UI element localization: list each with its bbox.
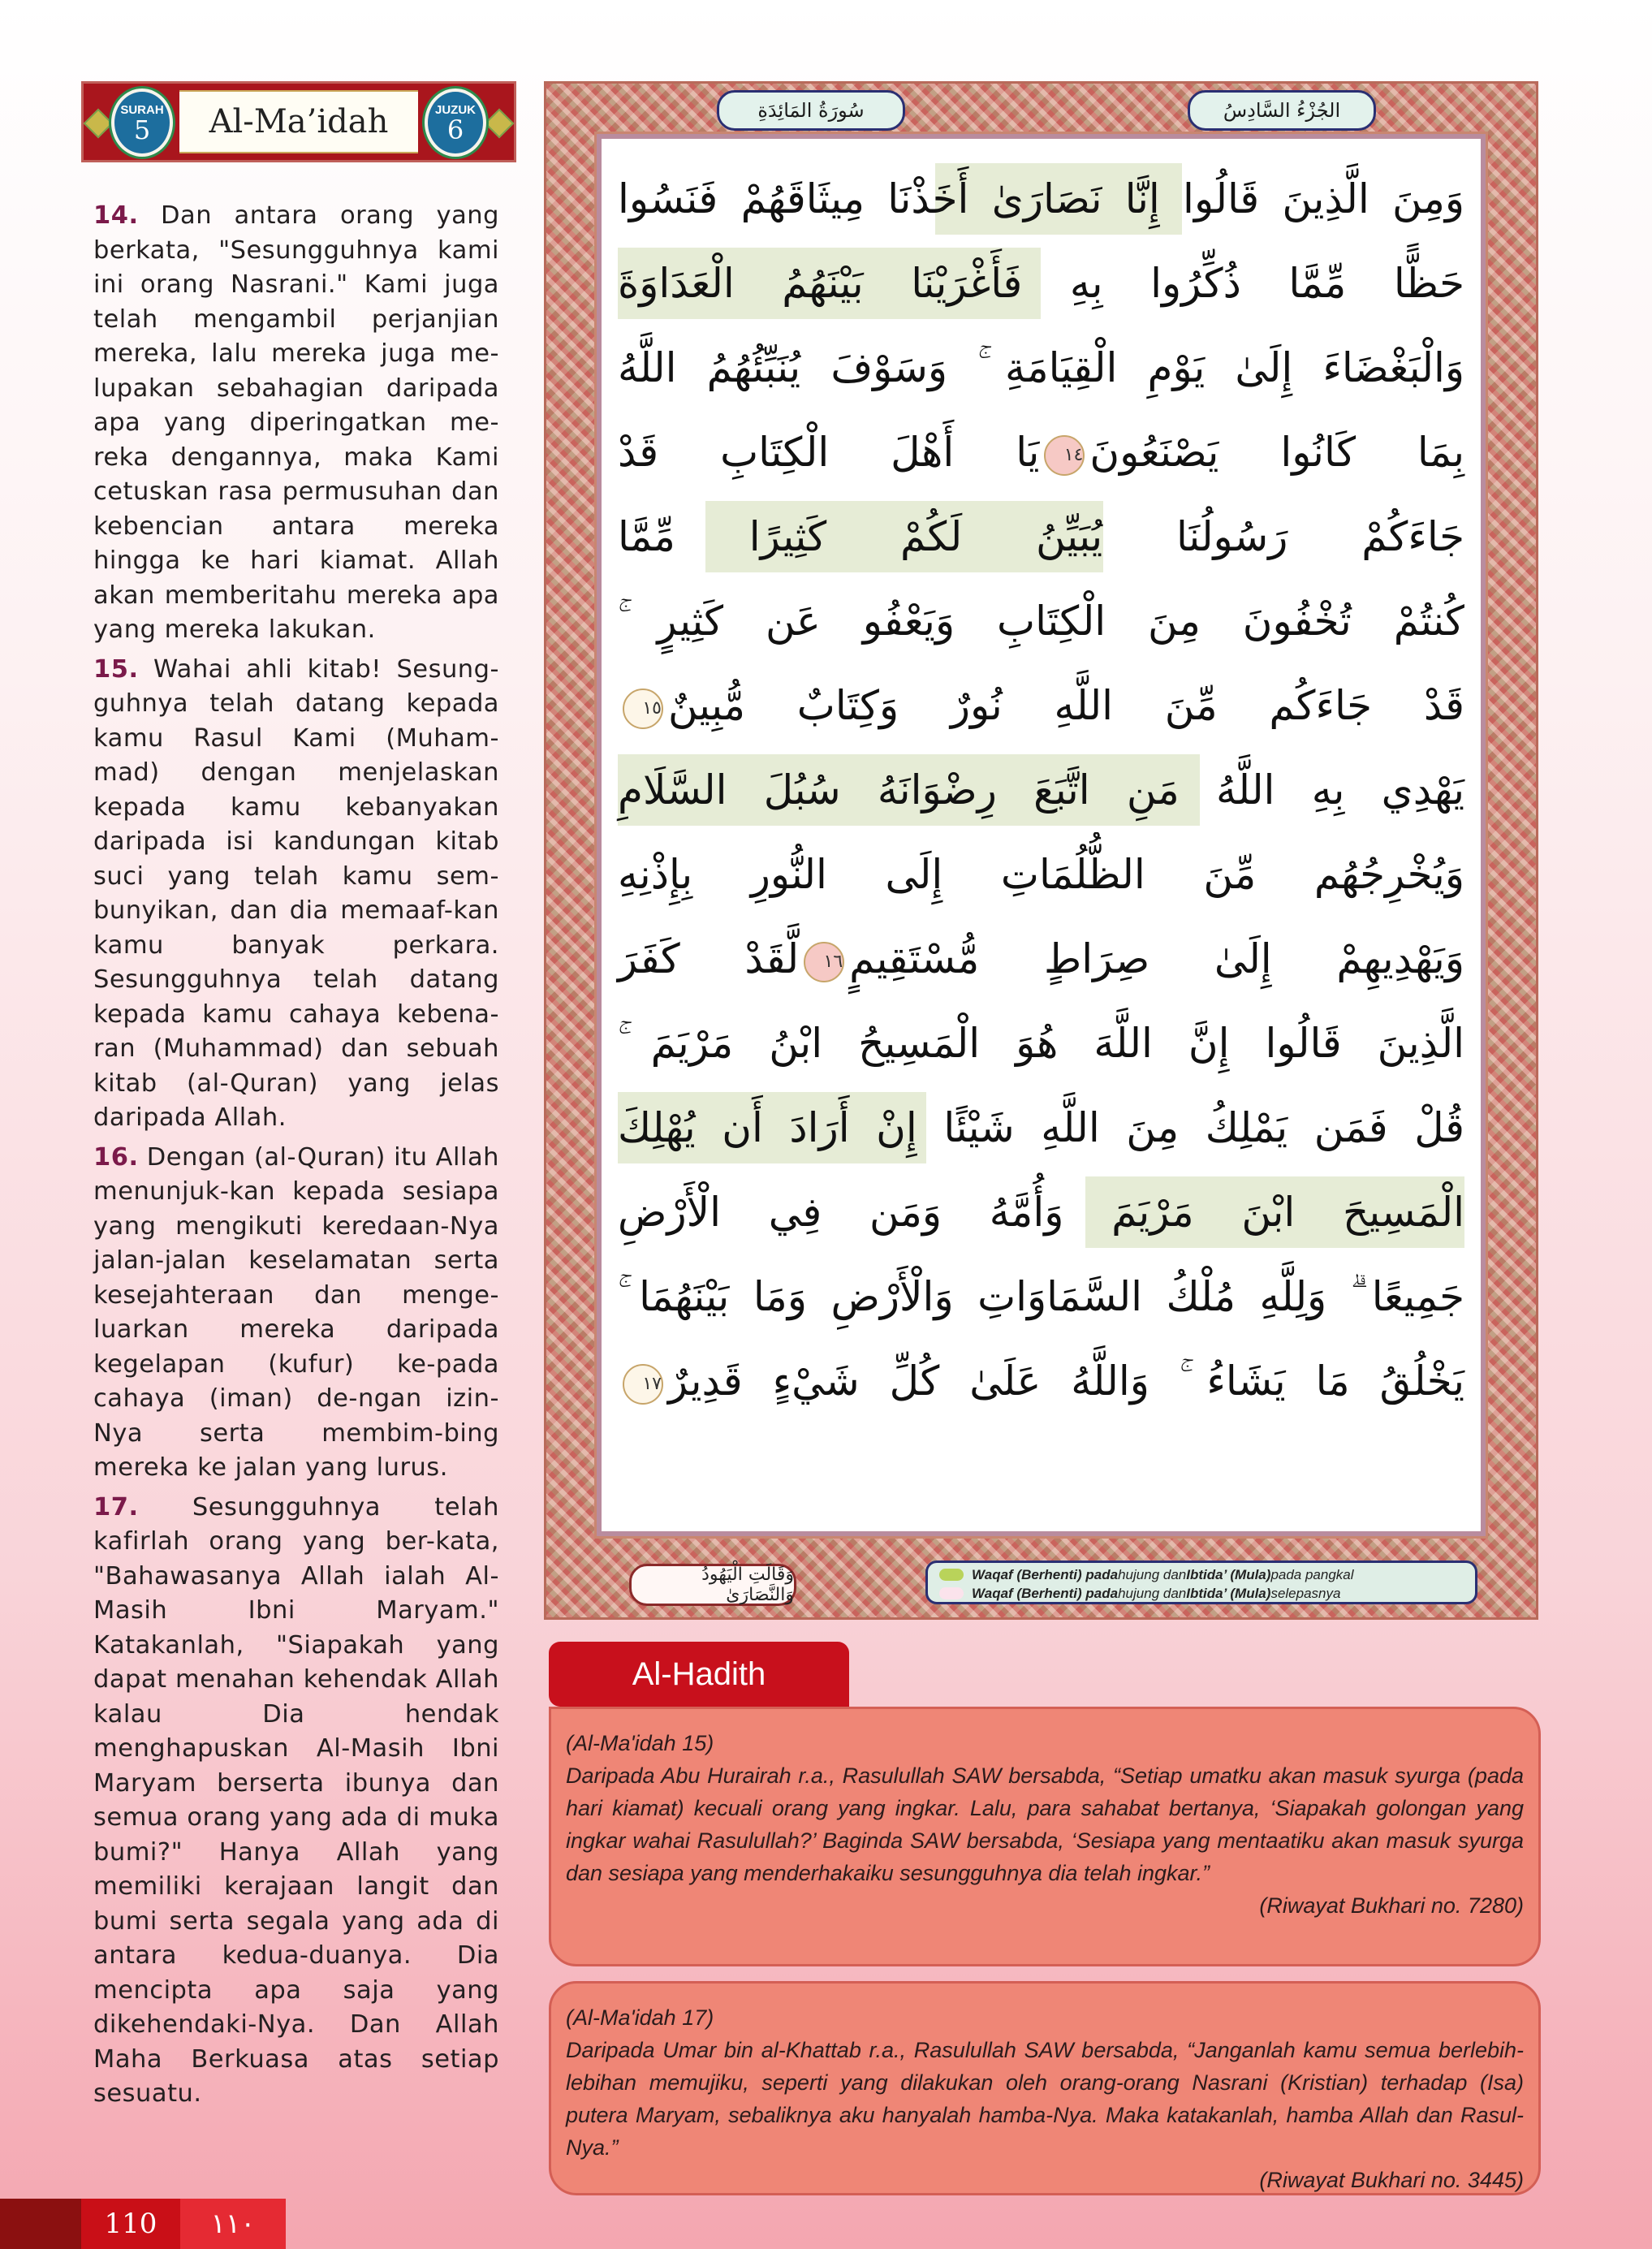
page-number-bar [0, 2199, 286, 2249]
quran-line-text: بِمَا كَانُوا يَصْنَعُونَ [1089, 429, 1464, 476]
catchword: وَقَالَتِ الْيَهُودُ وَالنَّصَارَىٰ [629, 1564, 796, 1606]
page-number: 110 [81, 2199, 180, 2249]
translation-verse [93, 1141, 499, 1486]
quran-line-text: لَّقَدْ كَفَرَ [618, 935, 800, 982]
quran-line-text: يَهْدِي بِهِ اللَّهُ مَنِ اتَّبَعَ رِضْوَانَهُ سُبُلَ السَّلَامِ [618, 766, 1464, 814]
quran-line-text: وَمِنَ الَّذِينَ قَالُوا إِنَّا نَصَارَىٰ أَخَذْنَا مِيثَاقَهُمْ فَنَسُوا [618, 175, 1464, 222]
hadith-reference: (Riwayat Bukhari no. 7280) [1259, 1893, 1524, 1918]
waqaf-legend [925, 1560, 1477, 1604]
mushaf-footer [597, 1552, 1486, 1611]
translation-verse [93, 199, 499, 648]
header-juz-name: الجُزْءُ السَّادِسُ [1188, 90, 1376, 131]
translation-column [93, 199, 499, 2117]
surah-banner [81, 81, 516, 162]
legend-text: Ibtida’ (Mula) [1186, 1566, 1271, 1582]
hadith-title: Al-Hadith [549, 1642, 849, 1707]
verse-number: 16. [93, 1142, 139, 1172]
legend-text: Waqaf (Berhenti) pada [972, 1566, 1119, 1582]
quran-line-text: جَمِيعًا ۗ وَلِلَّهِ مُلْكُ السَّمَاوَاتِ وَالْأَرْضِ وَمَا بَيْنَهُمَا ۚ [618, 1273, 1464, 1320]
hadith-source: (Al-Ma'idah 17) [566, 2005, 714, 2030]
legend-row [939, 1584, 1464, 1603]
legend-text: hujung dan [1118, 1566, 1187, 1582]
verse-marker-icon: ١٥ [623, 689, 663, 729]
surah-label: SURAH [120, 102, 164, 117]
quran-line-text: وَيُخْرِجُهُم مِّنَ الظُّلُمَاتِ إِلَى النُّورِ بِإِذْنِهِ [618, 851, 1464, 898]
translation-verse [93, 1491, 499, 2112]
quran-line-text: الَّذِينَ قَالُوا إِنَّ اللَّهَ هُوَ الْمَسِيحُ ابْنُ مَرْيَمَ ۚ [618, 1020, 1464, 1067]
mushaf-frame [544, 81, 1538, 1620]
verse-text: Dan antara orang yang berkata, "Sesungguhnya kami ini orang Nasrani." Kami juga telah mengambil perjanjian mereka, lalu mereka juga me-lupakan sebahagian daripada apa yang diperingatkan me-reka dengannya, maka Kami cetuskan rasa permusuhan dan kebencian antara mereka hingga ke hari kiamat. Allah akan memberitahu mereka apa yang mereka lakukan. [93, 201, 499, 644]
hadith-reference: (Riwayat Bukhari no. 3445) [1259, 2168, 1524, 2192]
quran-line [600, 410, 1482, 494]
verse-marker-icon: ١٦ [804, 942, 844, 982]
quran-text [600, 157, 1482, 1528]
quran-line [600, 1001, 1482, 1086]
surah-title: Al-Ma’idah [209, 103, 389, 140]
quran-line [600, 241, 1482, 326]
hadith-source: (Al-Ma'idah 15) [566, 1731, 714, 1755]
verse-text: Dengan (al-Quran) itu Allah menunjuk-kan kepada sesiapa yang mengikuti keredaan-Nya jalan-jalan keselamatan serta kesejahteraan dan menge-luarkan mereka daripada kegelapan (kufur) ke-pada cahaya (iman) de-ngan izin-Nya serta membim-bing mereka ke jalan yang lurus. [93, 1142, 499, 1482]
quran-line [600, 1254, 1482, 1339]
surah-badge [111, 88, 173, 157]
legend-swatch-green [939, 1569, 964, 1581]
verse-marker-icon: ١٧ [623, 1364, 663, 1405]
surah-title-box [179, 90, 418, 153]
quran-line [600, 326, 1482, 410]
header-surah-name: سُورَةُ المَائِدَةِ [717, 90, 905, 131]
juzuk-badge [425, 88, 486, 157]
verse-number: 14. [93, 201, 139, 230]
page-number-arabic: ١١٠ [180, 2199, 286, 2249]
legend-swatch-pink [939, 1587, 964, 1599]
hadith-text: Daripada Umar bin al-Khattab r.a., Rasulullah SAW bersabda, “Janganlah kamu semua berlebih-lebihan memujiku, seperti yang dilakukan oleh orang-orang Nasrani (Kristian) terhadap (Isa) putera Maryam, sebaliknya aku hanyalah hamba-Nya. Maka katakanlah, hamba Allah dan Rasul-Nya.” [566, 2038, 1524, 2160]
hadith-text: Daripada Abu Hurairah r.a., Rasulullah SAW bersabda, “Setiap umatku akan masuk syurga (pada hari kiamat) kecuali orang yang ingkar. Lalu, para sahabat bertanya, ‘Siapakah golongan yang ingkar wahai Rasulullah?’ Baginda SAW bersabda, ‘Sesiapa yang mentaatiku akan masuk syurga dan sesiapa yang menderhakaiku sesungguhnya dia telah ingkar.” [566, 1763, 1524, 1885]
legend-text: hujung dan [1118, 1585, 1187, 1601]
surah-number: 5 [133, 114, 151, 145]
quran-line-text: يَخْلُقُ مَا يَشَاءُ ۚ وَاللَّهُ عَلَىٰ كُلِّ شَيْءٍ قَدِيرٌ [668, 1358, 1464, 1405]
quran-line-text: حَظًّا مِّمَّا ذُكِّرُوا بِهِ فَأَغْرَيْنَا بَيْنَهُمُ الْعَدَاوَةَ [618, 260, 1464, 307]
quran-line [600, 917, 1482, 1001]
quran-line [600, 748, 1482, 832]
ornament-icon [84, 109, 114, 139]
quran-line-text: قُلْ فَمَن يَمْلِكُ مِنَ اللَّهِ شَيْئًا إِنْ أَرَادَ أَن يُهْلِكَ [618, 1104, 1464, 1151]
translation-verse [93, 653, 499, 1136]
legend-text: pada pangkal [1270, 1566, 1354, 1582]
quran-line-text: قَدْ جَاءَكُم مِّنَ اللَّهِ نُورٌ وَكِتَابٌ مُّبِينٌ [668, 682, 1464, 729]
quran-line [600, 494, 1482, 579]
quran-line [600, 663, 1482, 748]
quran-line-text: الْمَسِيحَ ابْنَ مَرْيَمَ وَأُمَّهُ وَمَن فِي الْأَرْضِ [618, 1189, 1464, 1236]
quran-line-text: وَالْبَغْضَاءَ إِلَىٰ يَوْمِ الْقِيَامَةِ ۚ وَسَوْفَ يُنَبِّئُهُمُ اللَّهُ [618, 344, 1464, 391]
verse-number: 15. [93, 654, 139, 684]
quran-line-text: كُنتُمْ تُخْفُونَ مِنَ الْكِتَابِ وَيَعْفُو عَن كَثِيرٍ ۚ [618, 598, 1464, 645]
quran-line-text: جَاءَكُمْ رَسُولُنَا يُبَيِّنُ لَكُمْ كَثِيرًا مِّمَّا [618, 513, 1464, 560]
juzuk-label: JUZUK [434, 102, 476, 117]
hadith-card [549, 1981, 1541, 2195]
verse-marker-icon: ١٤ [1044, 435, 1085, 476]
verse-text: Sesungguhnya telah kafirlah orang yang ber-kata, "Bahawasanya Allah ialah Al-Masih Ibni Maryam." Katakanlah, "Siapakah yang dapat menahan kehendak Allah kalau Dia hendak menghapuskan Al-Masih Ibni Maryam berserta ibunya dan semua orang yang ada di muka bumi?" Hanya Allah yang memiliki kerajaan langit dan bumi serta segala yang ada di antara kedua-duanya. Dia mencipta apa saja yang dikehendaki-Nya. Dan Allah Maha Berkuasa atas setiap sesuatu. [93, 1492, 499, 2108]
quran-line-text: يَا أَهْلَ الْكِتَابِ قَدْ [618, 429, 1040, 476]
quran-line [600, 1170, 1482, 1254]
verse-text: Wahai ahli kitab! Sesung-guhnya telah datang kepada kamu Rasul Kami (Muham-mad) dengan menjelaskan kepada kamu kebanyakan daripada isi kandungan kitab suci yang telah kamu sem-bunyikan, dan dia memaaf-kan kamu banyak perkara. Sesungguhnya telah datang kepada kamu cahaya kebena-ran (Muhammad) dan sebuah kitab (al-Quran) yang jelas daripada Allah. [93, 654, 499, 1132]
quran-line [600, 579, 1482, 663]
legend-text: Waqaf (Berhenti) pada [972, 1585, 1119, 1601]
legend-text: selepasnya [1270, 1585, 1341, 1601]
hadith-card [549, 1707, 1541, 1966]
quran-line [600, 832, 1482, 917]
quran-line-text: وَيَهْدِيهِمْ إِلَىٰ صِرَاطٍ مُّسْتَقِيمٍ [849, 935, 1464, 982]
juzuk-number: 6 [446, 114, 464, 145]
quran-line [600, 1086, 1482, 1170]
legend-text: Ibtida’ (Mula) [1186, 1585, 1271, 1601]
ornament-icon [485, 109, 515, 139]
legend-row [939, 1565, 1464, 1584]
page-number-accent [0, 2199, 81, 2249]
quran-line [600, 157, 1482, 241]
quran-line [600, 1339, 1482, 1423]
verse-number: 17. [93, 1492, 139, 1522]
